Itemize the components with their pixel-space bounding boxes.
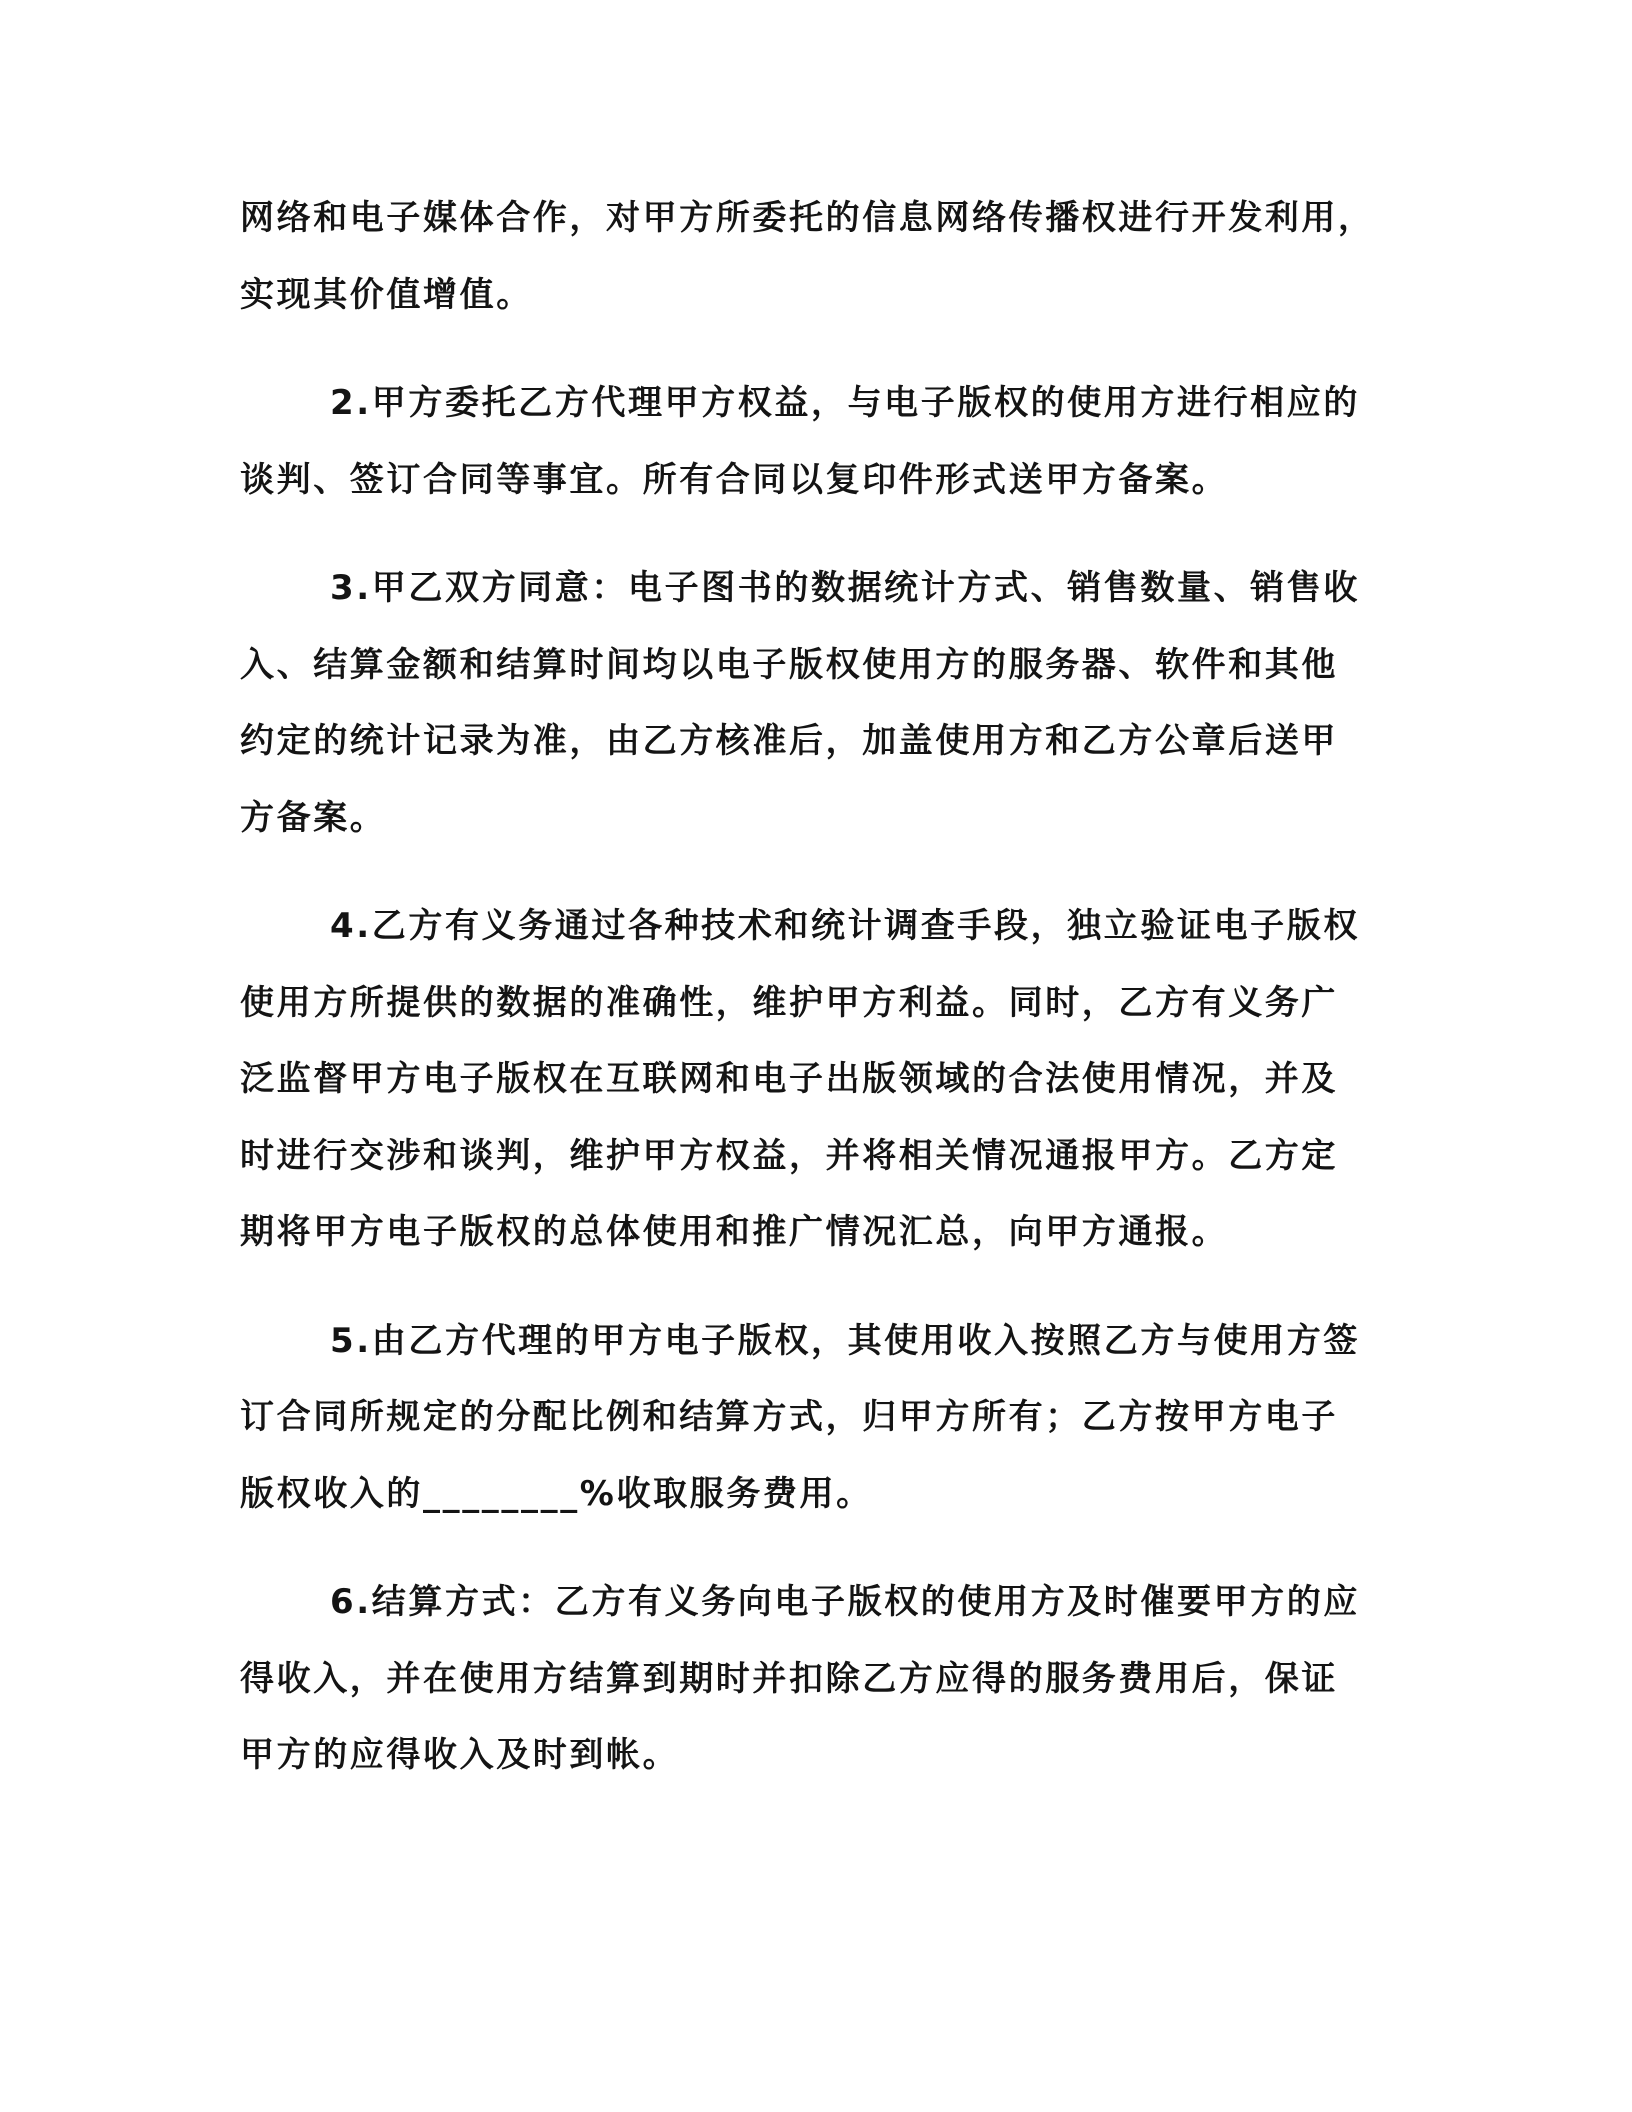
paragraph-line: 网络和电子媒体合作，对甲方所委托的信息网络传播权进行开发利用， bbox=[240, 198, 1375, 238]
paragraph-line: 期将甲方电子版权的总体使用和推广情况汇总，向甲方通报。 bbox=[240, 1212, 1229, 1252]
paragraph-line: 版权收入的________%收取服务费用。 bbox=[240, 1473, 873, 1514]
document-page bbox=[240, 180, 1380, 1826]
paragraph-line: 订合同所规定的分配比例和结算方式，归甲方所有；乙方按甲方电子 bbox=[240, 1397, 1338, 1437]
paragraph-line: 得收入，并在使用方结算到期时并扣除乙方应得的服务费用后，保证 bbox=[240, 1658, 1338, 1699]
paragraph-line: 6.结算方式：乙方有义务向电子版权的使用方及时催要甲方的应 bbox=[330, 1582, 1360, 1622]
paragraph-line: 入、结算金额和结算时间均以电子版权使用方的服务器、软件和其他 bbox=[240, 644, 1338, 685]
paragraph-line: 谈判、签订合同等事宜。所有合同以复印件形式送甲方备案。 bbox=[240, 459, 1229, 500]
paragraph-line: 约定的统计记录为准，由乙方核准后，加盖使用方和乙方公章后送甲 bbox=[240, 721, 1338, 761]
paragraph-1-continuation bbox=[240, 180, 1380, 333]
paragraph-3 bbox=[240, 550, 1380, 856]
paragraph-line: 时进行交涉和谈判，维护甲方权益，并将相关情况通报甲方。乙方定 bbox=[240, 1135, 1338, 1176]
paragraph-line: 实现其价值增值。 bbox=[240, 274, 533, 315]
paragraph-2 bbox=[240, 365, 1380, 518]
paragraph-line: 2.甲方委托乙方代理甲方权益，与电子版权的使用方进行相应的 bbox=[330, 383, 1360, 423]
paragraph-line: 5.由乙方代理的甲方电子版权，其使用收入按照乙方与使用方签 bbox=[330, 1320, 1360, 1361]
paragraph-line: 方备案。 bbox=[240, 797, 387, 838]
paragraph-line: 泛监督甲方电子版权在互联网和电子出版领域的合法使用情况，并及 bbox=[240, 1059, 1338, 1099]
paragraph-6 bbox=[240, 1564, 1380, 1794]
paragraph-line: 4.乙方有义务通过各种技术和统计调查手段，独立验证电子版权 bbox=[330, 906, 1360, 946]
paragraph-4 bbox=[240, 888, 1380, 1271]
paragraph-line: 甲方的应得收入及时到帐。 bbox=[240, 1735, 680, 1775]
paragraph-5 bbox=[240, 1303, 1380, 1533]
paragraph-line: 使用方所提供的数据的准确性，维护甲方利益。同时，乙方有义务广 bbox=[240, 982, 1338, 1023]
paragraph-line: 3.甲乙双方同意：电子图书的数据统计方式、销售数量、销售收 bbox=[330, 568, 1360, 608]
